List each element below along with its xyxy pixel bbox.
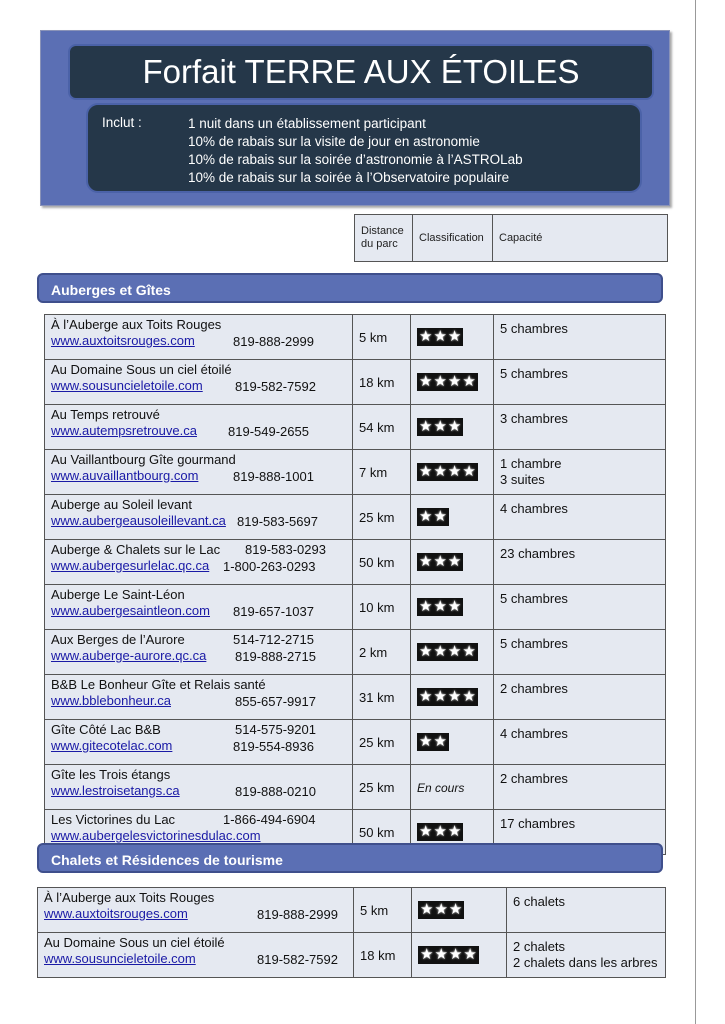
phone-number: 819-583-0293 (245, 542, 326, 557)
capacity-cell (494, 585, 666, 630)
capacity-cell (494, 540, 666, 585)
star-icon: ★ (420, 901, 434, 918)
phone-number: 819-554-8936 (233, 739, 314, 754)
star-icon: ★ (419, 508, 433, 525)
chalets-table (37, 887, 666, 978)
website-link[interactable]: www.aubergesaintleon.com (51, 603, 210, 618)
table-row (45, 630, 666, 675)
column-headers (354, 214, 668, 262)
establishment-cell (38, 933, 354, 978)
star-rating (417, 598, 463, 616)
capacity-cell (494, 765, 666, 810)
star-icon: ★ (447, 553, 462, 570)
phone-number: 819-888-2999 (257, 907, 338, 922)
star-icon: ★ (433, 463, 447, 480)
classification-cell (411, 540, 494, 585)
establishment-name: B&B Le Bonheur Gîte et Relais santé (51, 677, 266, 692)
table-row (45, 495, 666, 540)
star-icon: ★ (433, 643, 447, 660)
star-icon: ★ (433, 733, 447, 750)
capacity-value: 2 chambres (500, 771, 568, 786)
phone-number: 819-888-0210 (235, 784, 316, 799)
capacity-value: 17 chambres (500, 816, 576, 831)
distance-cell: 50 km (353, 810, 411, 855)
capacity-value: 1 chambre (500, 456, 562, 471)
star-icon: ★ (433, 328, 447, 345)
includes-item: 10% de rabais sur la visite de jour en astronomie (188, 134, 480, 149)
star-rating (417, 823, 463, 841)
phone-number: 819-888-2999 (233, 334, 314, 349)
capacity-cell (494, 495, 666, 540)
distance-cell: 25 km (353, 495, 411, 540)
website-link[interactable]: www.autempsretrouve.ca (51, 423, 197, 438)
website-link[interactable]: www.lestroisetangs.ca (51, 783, 180, 798)
capacity-value: 4 chambres (500, 501, 568, 516)
capacity-value: 3 chambres (500, 411, 568, 426)
establishment-name: À l’Auberge aux Toits Rouges (44, 890, 215, 905)
establishment-cell (45, 315, 353, 360)
phone-number: 819-888-1001 (233, 469, 314, 484)
establishment-name: Au Domaine Sous un ciel étoilé (44, 935, 225, 950)
phone-number: 819-582-7592 (235, 379, 316, 394)
section-auberges: Auberges et Gîtes (37, 273, 663, 303)
star-icon: ★ (433, 598, 447, 615)
star-icon: ★ (419, 463, 433, 480)
star-icon: ★ (448, 946, 463, 963)
distance-cell: 54 km (353, 405, 411, 450)
phone-number: 514-712-2715 (233, 632, 314, 647)
capacity-cell (494, 405, 666, 450)
distance-cell: 18 km (353, 360, 411, 405)
distance-cell: 50 km (353, 540, 411, 585)
star-icon: ★ (433, 688, 447, 705)
capacity-value: 5 chambres (500, 591, 568, 606)
star-icon: ★ (419, 823, 433, 840)
column-capacity: Capacité (499, 232, 543, 244)
table-row (45, 315, 666, 360)
star-icon: ★ (419, 553, 433, 570)
website-link[interactable]: www.gitecotelac.com (51, 738, 173, 753)
establishment-name: Auberge Le Saint-Léon (51, 587, 185, 602)
phone-number: 819-549-2655 (228, 424, 309, 439)
capacity-cell (494, 315, 666, 360)
website-link[interactable]: www.sousuncieletoile.com (44, 951, 196, 966)
table-row (45, 405, 666, 450)
classification-cell (411, 315, 494, 360)
star-rating (417, 373, 478, 391)
capacity-cell (494, 675, 666, 720)
distance-cell: 18 km (354, 933, 412, 978)
classification-cell (412, 933, 507, 978)
classification-cell (411, 450, 494, 495)
table-row (45, 450, 666, 495)
star-icon: ★ (420, 946, 434, 963)
establishment-cell (45, 675, 353, 720)
classification-cell (412, 888, 507, 933)
establishment-cell (45, 360, 353, 405)
website-link[interactable]: www.sousuncieletoile.com (51, 378, 203, 393)
classification-status: En cours (417, 780, 465, 795)
classification-cell (411, 630, 494, 675)
star-rating (417, 553, 463, 571)
distance-cell: 5 km (354, 888, 412, 933)
table-row (45, 765, 666, 810)
capacity-value: 2 chalets dans les arbres (513, 955, 658, 970)
distance-cell: 31 km (353, 675, 411, 720)
includes-item: 10% de rabais sur la soirée d’astronomie à l’ASTROLab (188, 152, 523, 167)
includes-item: 10% de rabais sur la soirée à l’Observatoire populaire (188, 170, 510, 185)
website-link[interactable]: www.auxtoitsrouges.com (44, 906, 188, 921)
capacity-cell (494, 720, 666, 765)
capacity-value: 5 chambres (500, 366, 568, 381)
star-icon: ★ (419, 598, 433, 615)
establishment-name: Au Temps retrouvé (51, 407, 160, 422)
star-icon: ★ (462, 373, 476, 390)
capacity-cell (494, 630, 666, 675)
classification-cell (411, 675, 494, 720)
star-rating (417, 463, 478, 481)
establishment-cell (45, 765, 353, 810)
star-icon: ★ (419, 688, 433, 705)
establishment-cell (45, 405, 353, 450)
star-rating (417, 688, 478, 706)
phone-number: 1-800-263-0293 (223, 559, 316, 574)
star-rating (418, 901, 464, 919)
website-link[interactable]: www.aubergeausoleillevant.ca (51, 513, 226, 528)
star-icon: ★ (419, 328, 433, 345)
establishment-name: Gîte Côté Lac B&B (51, 722, 161, 737)
table-row (45, 675, 666, 720)
star-icon: ★ (433, 418, 447, 435)
star-icon: ★ (462, 463, 476, 480)
header-panel (40, 30, 670, 206)
star-icon: ★ (419, 373, 433, 390)
establishment-name: Aux Berges de l’Aurore (51, 632, 185, 647)
star-icon: ★ (419, 418, 433, 435)
table-row (45, 585, 666, 630)
classification-cell (411, 720, 494, 765)
establishment-cell (45, 450, 353, 495)
page-edge-line (695, 0, 696, 1024)
auberges-table (44, 314, 666, 855)
star-icon: ★ (419, 733, 433, 750)
establishment-cell (38, 888, 354, 933)
star-icon: ★ (448, 901, 463, 918)
table-row (45, 720, 666, 765)
section-chalets: Chalets et Résidences de tourisme (37, 843, 663, 873)
star-icon: ★ (433, 823, 447, 840)
star-rating (417, 508, 449, 526)
establishment-cell (45, 540, 353, 585)
distance-cell: 25 km (353, 765, 411, 810)
star-rating (417, 733, 449, 751)
star-icon: ★ (434, 901, 448, 918)
table-row (38, 933, 666, 978)
establishment-cell (45, 720, 353, 765)
website-link[interactable]: www.auvaillantbourg.com (51, 468, 199, 483)
phone-number: 855-657-9917 (235, 694, 316, 709)
establishment-cell (45, 630, 353, 675)
capacity-value: 6 chalets (513, 894, 566, 909)
distance-cell: 5 km (353, 315, 411, 360)
star-icon: ★ (433, 373, 447, 390)
star-icon: ★ (463, 946, 477, 963)
star-icon: ★ (434, 946, 448, 963)
phone-number: 819-583-5697 (237, 514, 318, 529)
distance-cell: 2 km (353, 630, 411, 675)
capacity-cell (494, 360, 666, 405)
star-icon: ★ (447, 598, 462, 615)
website-link[interactable]: www.aubergesurlelac.qc.ca (51, 558, 210, 573)
capacity-value: 5 chambres (500, 321, 568, 336)
phone-number: 819-888-2715 (235, 649, 316, 664)
column-classification: Classification (419, 232, 484, 244)
star-icon: ★ (462, 688, 476, 705)
star-icon: ★ (433, 508, 447, 525)
star-icon: ★ (462, 643, 476, 660)
star-icon: ★ (447, 463, 462, 480)
capacity-cell (507, 888, 666, 933)
establishment-name: Auberge au Soleil levant (51, 497, 192, 512)
establishment-name: Auberge & Chalets sur le Lac (51, 542, 221, 557)
includes-box (86, 103, 642, 193)
establishment-name: À l’Auberge aux Toits Rouges (51, 317, 222, 332)
phone-number: 1-866-494-6904 (223, 812, 316, 827)
phone-number: 514-575-9201 (235, 722, 316, 737)
capacity-cell (507, 933, 666, 978)
star-icon: ★ (433, 553, 447, 570)
capacity-value: 2 chalets (513, 939, 566, 954)
capacity-value: 4 chambres (500, 726, 568, 741)
classification-cell (411, 585, 494, 630)
star-rating (418, 946, 479, 964)
includes-list (188, 115, 523, 187)
website-link[interactable]: www.auberge-aurore.qc.ca (51, 648, 207, 663)
website-link[interactable]: www.auxtoitsrouges.com (51, 333, 195, 348)
includes-label: Inclut : (102, 115, 142, 130)
classification-cell (411, 360, 494, 405)
establishment-name: Au Vaillantbourg Gîte gourmand (51, 452, 236, 467)
table-row (45, 540, 666, 585)
star-icon: ★ (447, 643, 462, 660)
classification-cell (411, 765, 494, 810)
star-icon: ★ (419, 643, 433, 660)
star-rating (417, 328, 463, 346)
capacity-value: 3 suites (500, 472, 545, 487)
establishment-name: Les Victorines du Lac (51, 812, 176, 827)
distance-cell: 25 km (353, 720, 411, 765)
phone-number: 819-582-7592 (257, 952, 338, 967)
table-row (38, 888, 666, 933)
page-title: Forfait TERRE AUX ÉTOILES (68, 44, 654, 100)
distance-cell: 10 km (353, 585, 411, 630)
star-icon: ★ (447, 688, 462, 705)
website-link[interactable]: www.aubergelesvictorinesdulac.com (51, 828, 261, 843)
classification-cell (411, 405, 494, 450)
star-icon: ★ (447, 418, 462, 435)
star-rating (417, 643, 478, 661)
distance-cell: 7 km (353, 450, 411, 495)
star-rating (417, 418, 463, 436)
establishment-name: Gîte les Trois étangs (51, 767, 171, 782)
phone-number: 819-657-1037 (233, 604, 314, 619)
capacity-value: 2 chambres (500, 681, 568, 696)
includes-item: 1 nuit dans un établissement participant (188, 116, 426, 131)
classification-cell (411, 495, 494, 540)
establishment-name: Au Domaine Sous un ciel étoilé (51, 362, 232, 377)
capacity-cell (494, 450, 666, 495)
website-link[interactable]: www.bblebonheur.ca (51, 693, 171, 708)
star-icon: ★ (447, 328, 462, 345)
capacity-value: 23 chambres (500, 546, 576, 561)
star-icon: ★ (447, 823, 462, 840)
star-icon: ★ (447, 373, 462, 390)
establishment-cell (45, 495, 353, 540)
table-row (45, 360, 666, 405)
capacity-value: 5 chambres (500, 636, 568, 651)
column-distance: Distance du parc (361, 225, 404, 250)
establishment-cell (45, 585, 353, 630)
